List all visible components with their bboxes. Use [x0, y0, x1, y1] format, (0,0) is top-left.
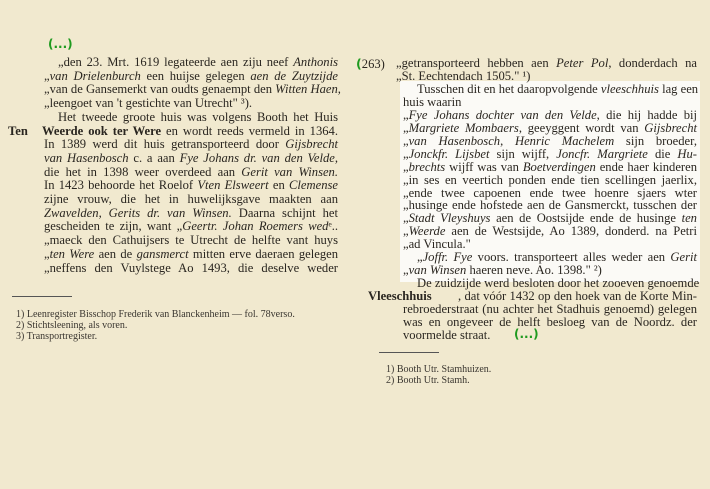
text-run: sijn broeder, [614, 133, 697, 148]
text-line [44, 152, 338, 165]
text-run: „ [403, 107, 409, 122]
ellipsis-marker-bottom: (...) [514, 327, 539, 341]
bold-text: Weerde ook ter Were [42, 123, 162, 138]
text-run: aen de Westsijde, Ao 1389, donderd. na Petri [445, 224, 697, 239]
italic-text: Weerde [408, 224, 446, 239]
text-run: „ [403, 211, 409, 226]
page-number-paren: ( [356, 56, 362, 71]
footnote: 2) Booth Utr. Stamh. [386, 375, 470, 386]
text-run: „ende twee capoenen ende twee hoenre sjaers wter [403, 185, 697, 200]
text-line [42, 125, 338, 138]
italic-text: Peter Pol [556, 56, 609, 70]
italic-text: Vten Elsweert [197, 178, 269, 193]
italic-text: Hu- [677, 146, 697, 161]
text-run: „St. Eechtendach 1505." ¹) [396, 68, 531, 83]
text-run: „getransporteerd hebben aen [396, 56, 557, 70]
text-run: rebroederstraat (nu achter het Stadhuis genoemd) gelegen [403, 302, 697, 317]
text-run: wijff was van [445, 159, 523, 174]
text-line [44, 138, 338, 151]
text-run: „ad Vincula." [403, 237, 471, 252]
italic-text: ten [681, 211, 697, 226]
text-run: „ [403, 224, 409, 239]
footnote: 3) Transportregister. [16, 331, 98, 342]
italic-text: Stadt Vleyshuys [408, 211, 491, 226]
text-run: „den 23. Mrt. 1619 legateerde aen ziju neef [58, 55, 294, 69]
italic-text: Gerit van Winsen. [241, 164, 339, 179]
italic-text: vleeschhuis [600, 81, 659, 96]
italic-text: van Hasenbosch [408, 133, 501, 148]
italic-text: Margriete Mombaers [408, 120, 519, 135]
text-run: aen de [94, 246, 137, 261]
italic-text: Clemense [289, 178, 338, 193]
text-line [403, 329, 490, 342]
text-run: „husinge ende hofstede aen de Gansmerckt, tusschen der [403, 198, 697, 213]
text-line [44, 220, 338, 233]
text-run: ᵉ.. [328, 219, 339, 234]
text-run: c. a aan [128, 150, 180, 165]
italic-text: Henric Machelem [515, 133, 615, 148]
text-run: en [268, 178, 290, 193]
text-run: ende haer kinderen [595, 159, 697, 174]
italic-text: Witten Haen, [275, 82, 341, 97]
italic-text: Gerit [670, 250, 698, 265]
text-run: In 1389 werd dit huis getransporteerd door [44, 137, 286, 152]
text-line [44, 262, 338, 275]
margin-note-ten: Ten [8, 124, 28, 138]
italic-text: Geertr. Johan Roemers wed [182, 219, 329, 234]
footnote-divider [379, 352, 439, 353]
text-run: en wordt reeds vermeld in 1364. [161, 123, 339, 138]
text-run: In 1423 behoorde het Roelof [44, 178, 198, 193]
text-run: voors. transporteert alles weder aen [472, 250, 671, 265]
italic-text: Anthonis [293, 55, 338, 69]
ellipsis-marker-top: (...) [48, 37, 73, 51]
italic-text: Fye Johans dochter van den Velde [408, 107, 597, 122]
italic-text: brechts [408, 159, 446, 174]
page-number [356, 57, 385, 71]
text-run: „ [417, 250, 423, 265]
text-run: Daarna schijnt het [231, 205, 338, 220]
text-line [58, 56, 338, 69]
italic-text: Zwavelden, Gerits dr. van Winsen. [44, 205, 232, 220]
text-run: sijn wijff, [489, 146, 557, 161]
italic-text: aen de Zuytzijde [250, 68, 338, 83]
text-run: , geeyggent wordt van [518, 120, 645, 135]
italic-text: Gijsbrecht [285, 137, 338, 152]
page-number-value: 263) [361, 57, 385, 71]
text-run: „neffens den Vuylstege Ao 1493, die deselve weder [44, 260, 338, 275]
text-run: „ [403, 133, 409, 148]
text-run: die [647, 146, 678, 161]
text-run: „in ses en veertich ponden ende tien scellingen jaerlix, [403, 172, 697, 187]
italic-text: Fye Johans dr. van den Velde, [179, 150, 338, 165]
text-run: mitten erve daeraen gelegen [188, 246, 339, 261]
text-run: voormelde straat. [403, 327, 491, 342]
text-run: huis waarin [403, 94, 462, 109]
text-line [44, 193, 338, 206]
text-line [44, 97, 252, 110]
text-line [44, 82, 341, 97]
italic-text: Gijsbrecht [644, 120, 697, 135]
footnote: 2) Stichtsleening, als voren. [16, 320, 128, 331]
footnote: 1) Booth Utr. Stamhuizen. [386, 364, 492, 375]
text-run: „ [44, 246, 50, 261]
text-run: De zuidzijde werd besloten door het zooeven genoemde [417, 276, 700, 291]
text-line [44, 248, 338, 261]
text-run: aen de Oostsijde ende de husinge [490, 211, 682, 226]
italic-text: van Winsen [408, 263, 467, 278]
text-run: lag een [658, 81, 699, 96]
text-run: „ [44, 68, 50, 83]
italic-text: Joffr. Fye [422, 250, 473, 265]
text-run: , donderdach na [608, 56, 698, 70]
text-run: , [500, 133, 515, 148]
text-run: „van de Gansemerkt van oudts genaempt den [44, 82, 276, 97]
margin-note-vleeschhuis: Vleeschhuis [368, 289, 432, 303]
text-run: Tusschen dit en het daaropvolgende [417, 81, 601, 96]
italic-text: Jonckfr. Lijsbet [408, 146, 490, 161]
text-run: „ [403, 146, 409, 161]
text-line [44, 234, 338, 247]
text-run: een huijse gelegen [140, 68, 251, 83]
text-run: „ [403, 263, 409, 278]
footnote-divider [12, 296, 72, 297]
text-run: , dat vóór 1432 op den hoek van de Korte Min- [458, 289, 697, 304]
text-line [58, 111, 338, 124]
text-run: „ [403, 159, 409, 174]
text-run: haeren neve. Ao. 1398." ²) [466, 263, 602, 278]
italic-text: Boetverdingen [522, 159, 596, 174]
text-run: „maeck den Cathuijsers te Utrecht de helfte vant huys [44, 233, 338, 248]
text-line [44, 70, 338, 83]
footnote: 1) Leenregister Bisschop Frederik van Blanckenheim — fol. 78verso. [16, 309, 295, 320]
italic-text: gansmerct [136, 246, 189, 261]
italic-text: Joncfr. Margriete [556, 146, 648, 161]
italic-text: van Hasenbosch [44, 150, 129, 165]
text-line [44, 207, 338, 220]
text-run: die het in 1398 weer overdeed aan [44, 164, 242, 179]
text-run: zijne vrouw, die het in huwelijksgave maakten aan [44, 192, 338, 206]
text-run: , die hij hadde bij [596, 107, 697, 122]
italic-text: ten Were [49, 246, 95, 261]
text-run: gescheiden te zijn, want „ [44, 219, 183, 234]
text-run: „leengoet van 't gestichte van Utrecht" ³). [44, 96, 253, 111]
text-line [44, 166, 338, 179]
text-run: „ [403, 120, 409, 135]
italic-text: van Drielenburch [49, 68, 141, 83]
text-line [44, 179, 338, 192]
text-run: Het tweede groote huis was volgens Booth het Huis [58, 109, 338, 124]
text-run: was en ongeveer de helft besloeg van de Noordz. der [403, 315, 697, 329]
